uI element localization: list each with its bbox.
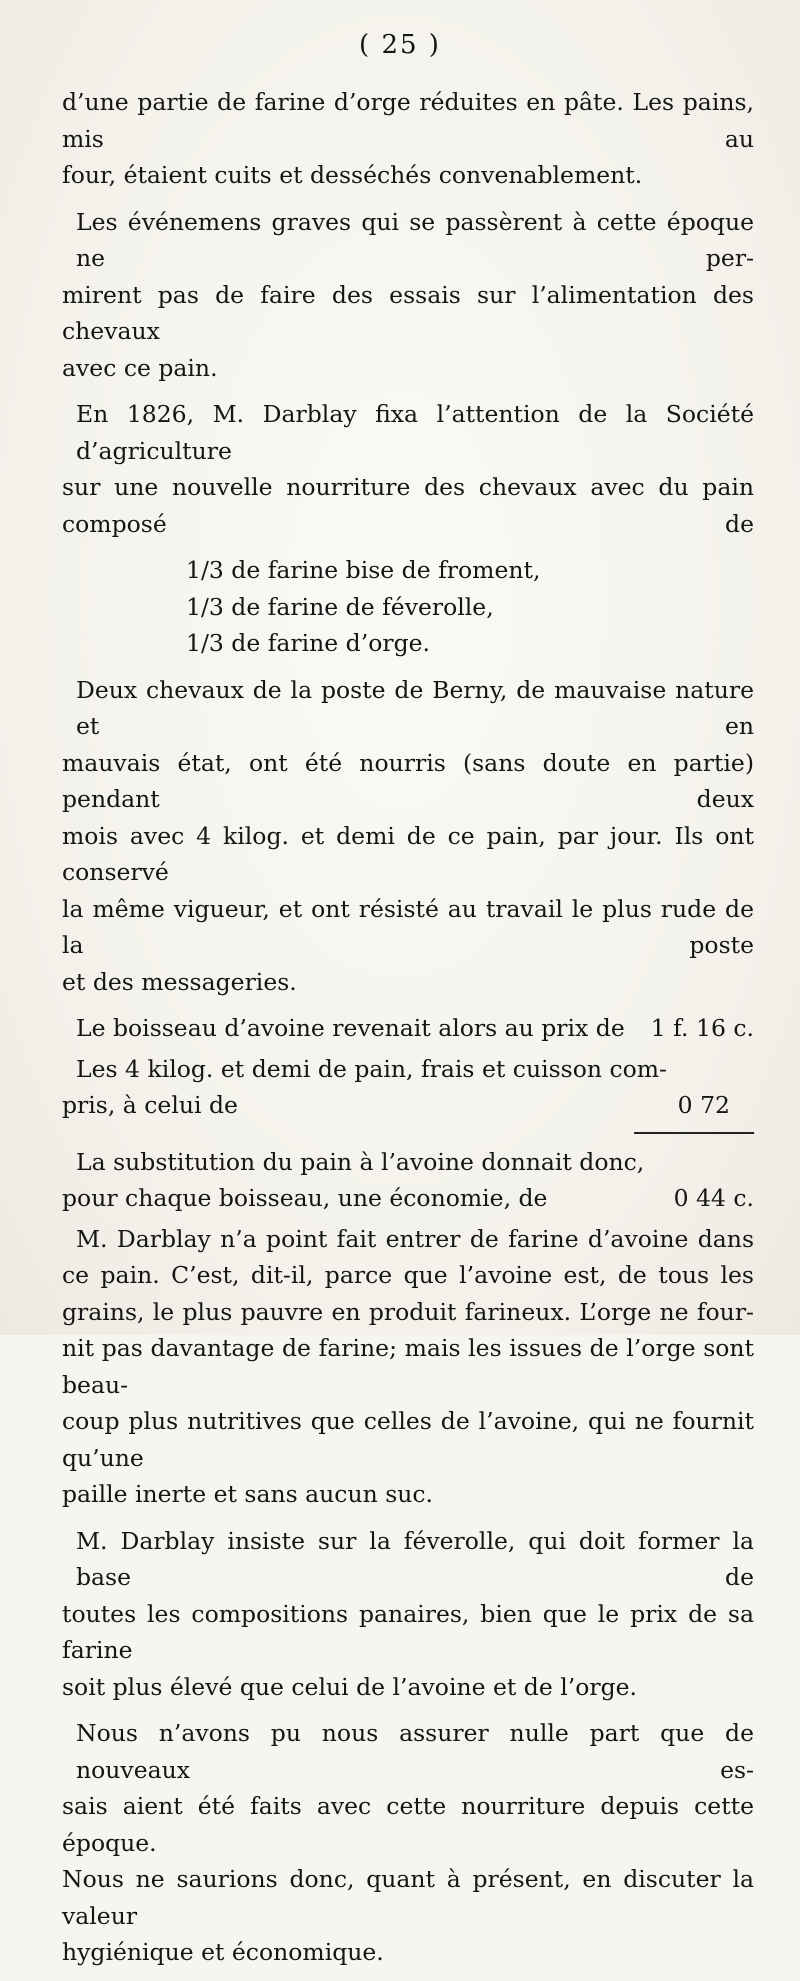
text-line: ce pain. C’est, dit-il, parce que l’avoine est, de tous les xyxy=(62,1261,754,1289)
price-value: 0 44 c. xyxy=(673,1184,754,1212)
paragraph-2 xyxy=(62,204,754,387)
text-line: Les événemens graves qui se passèrent à cette époque ne per- xyxy=(76,207,754,272)
text-line: Nous n’avons pu nous assurer nulle part que de nouveaux es- xyxy=(76,1719,754,1784)
sum-rule xyxy=(634,1132,754,1134)
price-label: Les 4 kilog. et demi de pain, frais et cuisson com- xyxy=(76,1054,667,1083)
paragraph-4 xyxy=(62,672,754,1001)
text-line: four, étaient cuits et desséchés convenablement. xyxy=(62,161,643,189)
text-line: grains, le plus pauvre en produit farineux. L’orge ne four- xyxy=(62,1297,754,1326)
paragraph-6 xyxy=(62,1523,754,1706)
price-label: pris, à celui de xyxy=(62,1091,238,1119)
text-line: la même vigueur, et ont résisté au travail le plus rude de la poste xyxy=(62,894,754,959)
text-line: mois avec 4 kilog. et demi de ce pain, par jour. Ils ont conservé xyxy=(62,821,754,886)
price-row-bread-a xyxy=(62,1051,754,1088)
price-label: Le boisseau d’avoine revenait alors au prix de xyxy=(76,1014,625,1042)
price-row-bread xyxy=(62,1087,754,1124)
text-line: et des messageries. xyxy=(62,967,297,996)
composition-item: 1/3 de farine d’orge. xyxy=(186,629,430,657)
paragraph-1 xyxy=(62,84,754,194)
text-line: soit plus élevé que celui de l’avoine et de l’orge. xyxy=(62,1672,638,1701)
text-line: toutes les compositions panaires, bien que le prix de sa farine xyxy=(62,1599,754,1664)
page-number: ( 25 ) xyxy=(359,30,441,60)
page-body xyxy=(62,84,754,1981)
text-line: nit pas davantage de farine; mais les issues de l’orge sont beau- xyxy=(62,1334,754,1399)
text-line: Nous ne saurions donc, quant à présent, en discuter la valeur xyxy=(62,1865,754,1930)
paragraph-3 xyxy=(62,396,754,542)
price-row-savings-a xyxy=(62,1144,754,1181)
text-line: sais aient été faits avec cette nourriture depuis cette époque. xyxy=(62,1792,754,1857)
composition-item: 1/3 de farine bise de froment, xyxy=(186,556,541,584)
text-line: En 1826, M. Darblay fixa l’attention de la Société d’agriculture xyxy=(76,400,754,465)
flour-composition-list xyxy=(62,552,754,662)
text-line: mirent pas de faire des essais sur l’alimentation des chevaux xyxy=(62,280,754,345)
price-row-savings xyxy=(62,1180,754,1217)
price-label: La substitution du pain à l’avoine donnait donc, xyxy=(76,1147,645,1176)
text-line: M. Darblay n’a point fait entrer de farine d’avoine dans xyxy=(76,1224,754,1253)
price-value: 0 72 xyxy=(677,1091,730,1119)
text-line: Deux chevaux de la poste de Berny, de mauvaise nature et en xyxy=(76,675,754,740)
text-line: paille inerte et sans aucun suc. xyxy=(62,1480,434,1508)
price-row-oats xyxy=(62,1010,754,1047)
composition-item: 1/3 de farine de féverolle, xyxy=(186,592,494,621)
text-line: sur une nouvelle nourriture des chevaux avec du pain composé de xyxy=(62,473,754,538)
text-line: d’une partie de farine d’orge réduites en pâte. Les pains, mis au xyxy=(62,88,754,153)
price-label: pour chaque boisseau, une économie, de xyxy=(62,1184,548,1212)
text-line: hygiénique et économique. xyxy=(62,1938,384,1966)
text-line: M. Darblay insiste sur la féverolle, qui doit former la base de xyxy=(76,1526,754,1591)
text-line: avec ce pain. xyxy=(62,353,218,382)
text-line: coup plus nutritives que celles de l’avoine, qui ne fournit qu’une xyxy=(62,1407,754,1472)
paragraph-7 xyxy=(62,1715,754,1971)
price-value: 1 f. 16 c. xyxy=(650,1014,754,1042)
text-line: mauvais état, ont été nourris (sans doute en partie) pendant deux xyxy=(62,748,754,813)
paragraph-5 xyxy=(62,1221,754,1513)
